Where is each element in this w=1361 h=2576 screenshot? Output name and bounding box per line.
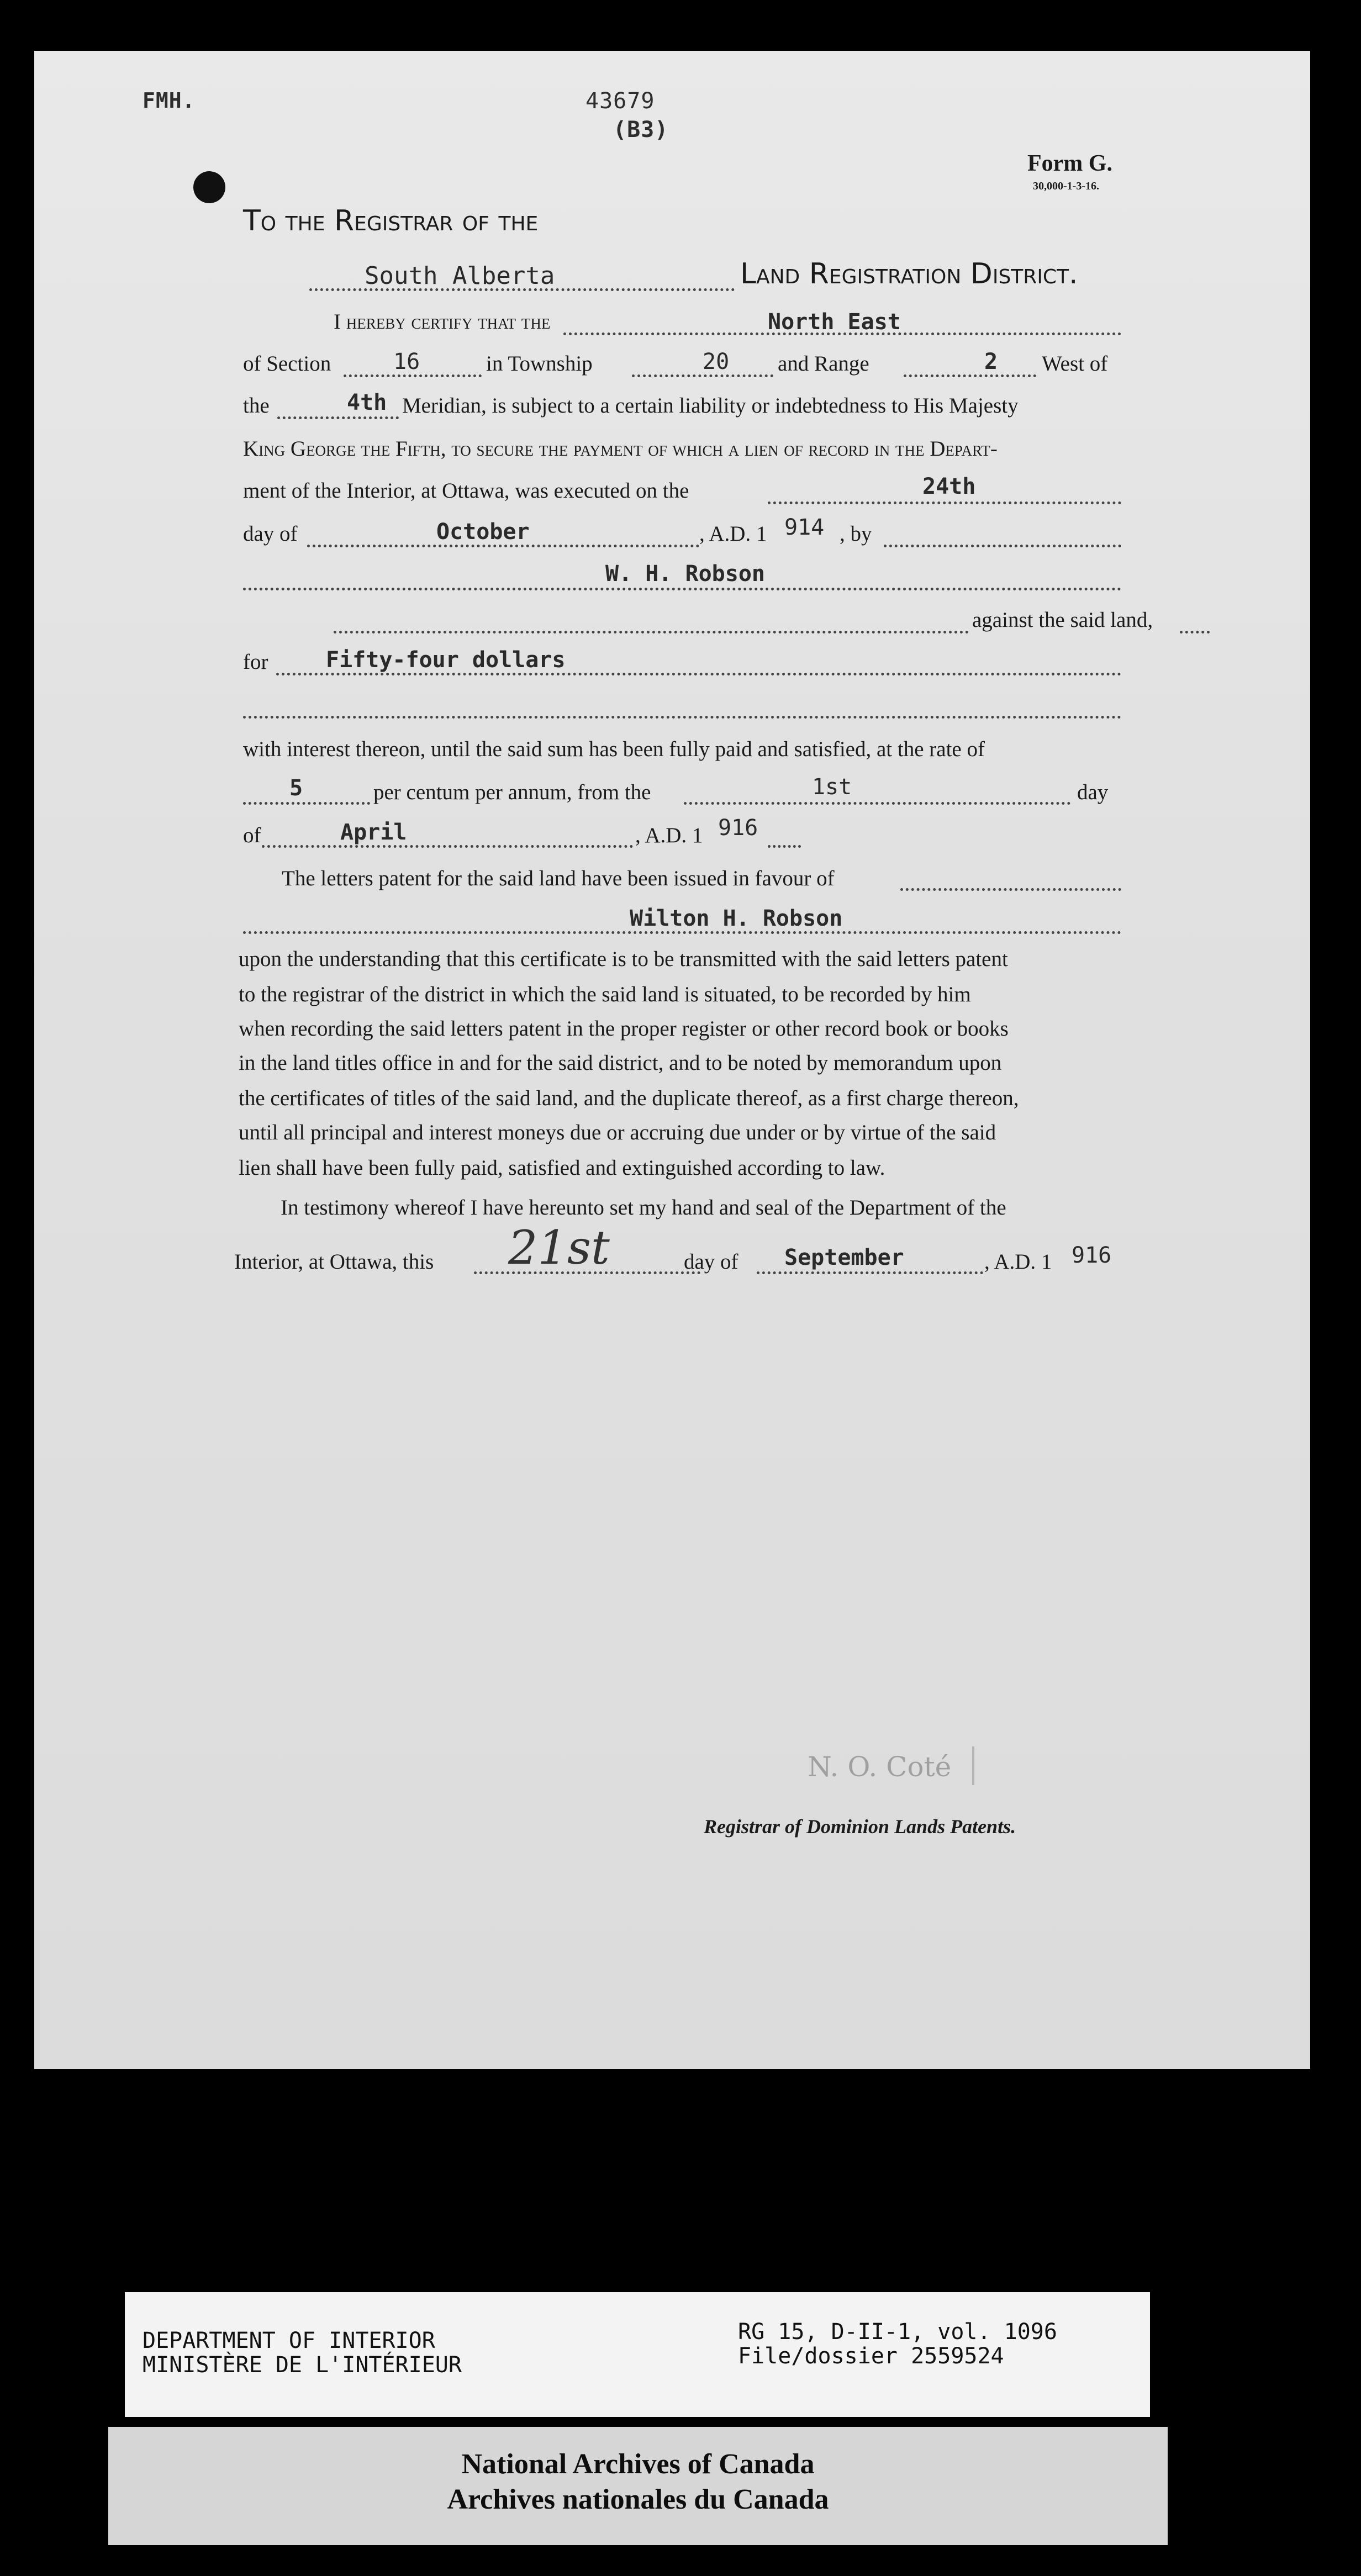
paragraph-line-6: until all principal and interest moneys due or accruing due under or by virtue of the said xyxy=(239,1121,996,1144)
executed-month: October xyxy=(436,519,530,545)
registrar-title: Registrar of Dominion Lands Patents. xyxy=(704,1815,1016,1838)
interior-ottawa-label: Interior, at Ottawa, this xyxy=(234,1250,434,1274)
executed-day: 24th xyxy=(922,474,976,499)
debtor-name: W. H. Robson xyxy=(605,561,765,587)
per-centum-label: per centum per annum, from the xyxy=(373,780,651,804)
form-print-code: 30,000-1-3-16. xyxy=(1033,180,1099,192)
interest-from-month: April xyxy=(340,820,407,845)
dept-line: ment of the Interior, at Ottawa, was executed on the xyxy=(243,479,689,503)
quarter-section: North East xyxy=(768,309,901,335)
by-label: , by xyxy=(840,522,872,546)
file-number: 43679 xyxy=(585,88,655,114)
the-label: the xyxy=(243,394,270,418)
signing-month: September xyxy=(784,1245,904,1270)
patentee-name: Wilton H. Robson xyxy=(630,906,843,931)
certify-text: I hereby certify that the xyxy=(334,310,551,334)
paragraph-line-3: when recording the said letters patent in the proper register or other record book or books xyxy=(239,1017,1009,1041)
west-of-label: West of xyxy=(1042,352,1108,376)
ad-label-1: , A.D. 1 xyxy=(699,522,767,546)
district-name: South Alberta xyxy=(365,262,555,290)
range-number: 2 xyxy=(984,349,998,374)
of-label: of xyxy=(243,824,261,847)
executed-year: 914 xyxy=(784,515,825,540)
day-label: day xyxy=(1077,780,1109,804)
paragraph-line-5: the certificates of titles of the said land, and the duplicate thereof, as a first charge thereon, xyxy=(239,1086,1019,1110)
testimony-line: In testimony whereof I have hereunto set my hand and seal of the Department of the xyxy=(281,1196,1006,1220)
patent-line: The letters patent for the said land have been issued in favour of xyxy=(282,867,835,890)
form-label: Form G. xyxy=(1027,151,1112,176)
archives-name-french: Archives nationales du Canada xyxy=(447,2484,829,2515)
day-of-label: day of xyxy=(243,522,298,546)
punch-hole xyxy=(193,171,225,203)
for-label: for xyxy=(243,650,268,674)
paragraph-line-4: in the land titles office in and for the said district, and to be noted by memorandum upon xyxy=(239,1051,1002,1075)
lien-amount: Fifty-four dollars xyxy=(326,647,566,673)
file-code: (B3) xyxy=(613,117,669,142)
interest-rate: 5 xyxy=(289,775,303,801)
initials: FMH. xyxy=(143,88,196,113)
archives-name-english: National Archives of Canada xyxy=(461,2448,815,2480)
department-english: DEPARTMENT OF INTERIOR xyxy=(143,2328,435,2353)
section-number: 16 xyxy=(393,349,420,374)
file-dossier-number: File/dossier 2559524 xyxy=(738,2343,1004,2369)
address-line-2: Land Registration District. xyxy=(740,257,1078,291)
signing-day-handwritten: 21st xyxy=(508,1221,610,1275)
of-section-label: of Section xyxy=(243,352,331,376)
township-number: 20 xyxy=(703,349,730,374)
paragraph-line-7: lien shall have been fully paid, satisfied and extinguished according to law. xyxy=(239,1156,885,1180)
in-township-label: in Township xyxy=(486,352,593,376)
department-french: MINISTÈRE DE L'INTÉRIEUR xyxy=(143,2352,462,2378)
against-label: against the said land, xyxy=(972,608,1153,632)
signing-year: 916 xyxy=(1072,1243,1112,1268)
interest-from-day: 1st xyxy=(812,774,852,800)
registrar-signature-stamp: N. O. Coté xyxy=(808,1751,952,1783)
interest-from-year: 916 xyxy=(718,815,758,841)
ad-label-3: , A.D. 1 xyxy=(984,1250,1052,1274)
king-line: King George the Fifth, to secure the payment of which a lien of record in the Depart- xyxy=(243,437,998,461)
meridian-number: 4th xyxy=(347,390,387,415)
paragraph-line-1: upon the understanding that this certificate is to be transmitted with the said letters patent xyxy=(239,947,1008,971)
ad-label-2: , A.D. 1 xyxy=(635,824,703,847)
meridian-text: Meridian, is subject to a certain liability or indebtedness to His Majesty xyxy=(402,394,1019,418)
and-range-label: and Range xyxy=(778,352,869,376)
day-of-label-2: day of xyxy=(684,1250,738,1274)
record-group-reference: RG 15, D-II-1, vol. 1096 xyxy=(738,2319,1057,2345)
interest-line: with interest thereon, until the said sum has been fully paid and satisfied, at the rate of xyxy=(243,737,985,761)
address-line-1: To the Registrar of the xyxy=(243,204,539,237)
paragraph-line-2: to the registrar of the district in which the said land is situated, to be recorded by him xyxy=(239,983,971,1006)
